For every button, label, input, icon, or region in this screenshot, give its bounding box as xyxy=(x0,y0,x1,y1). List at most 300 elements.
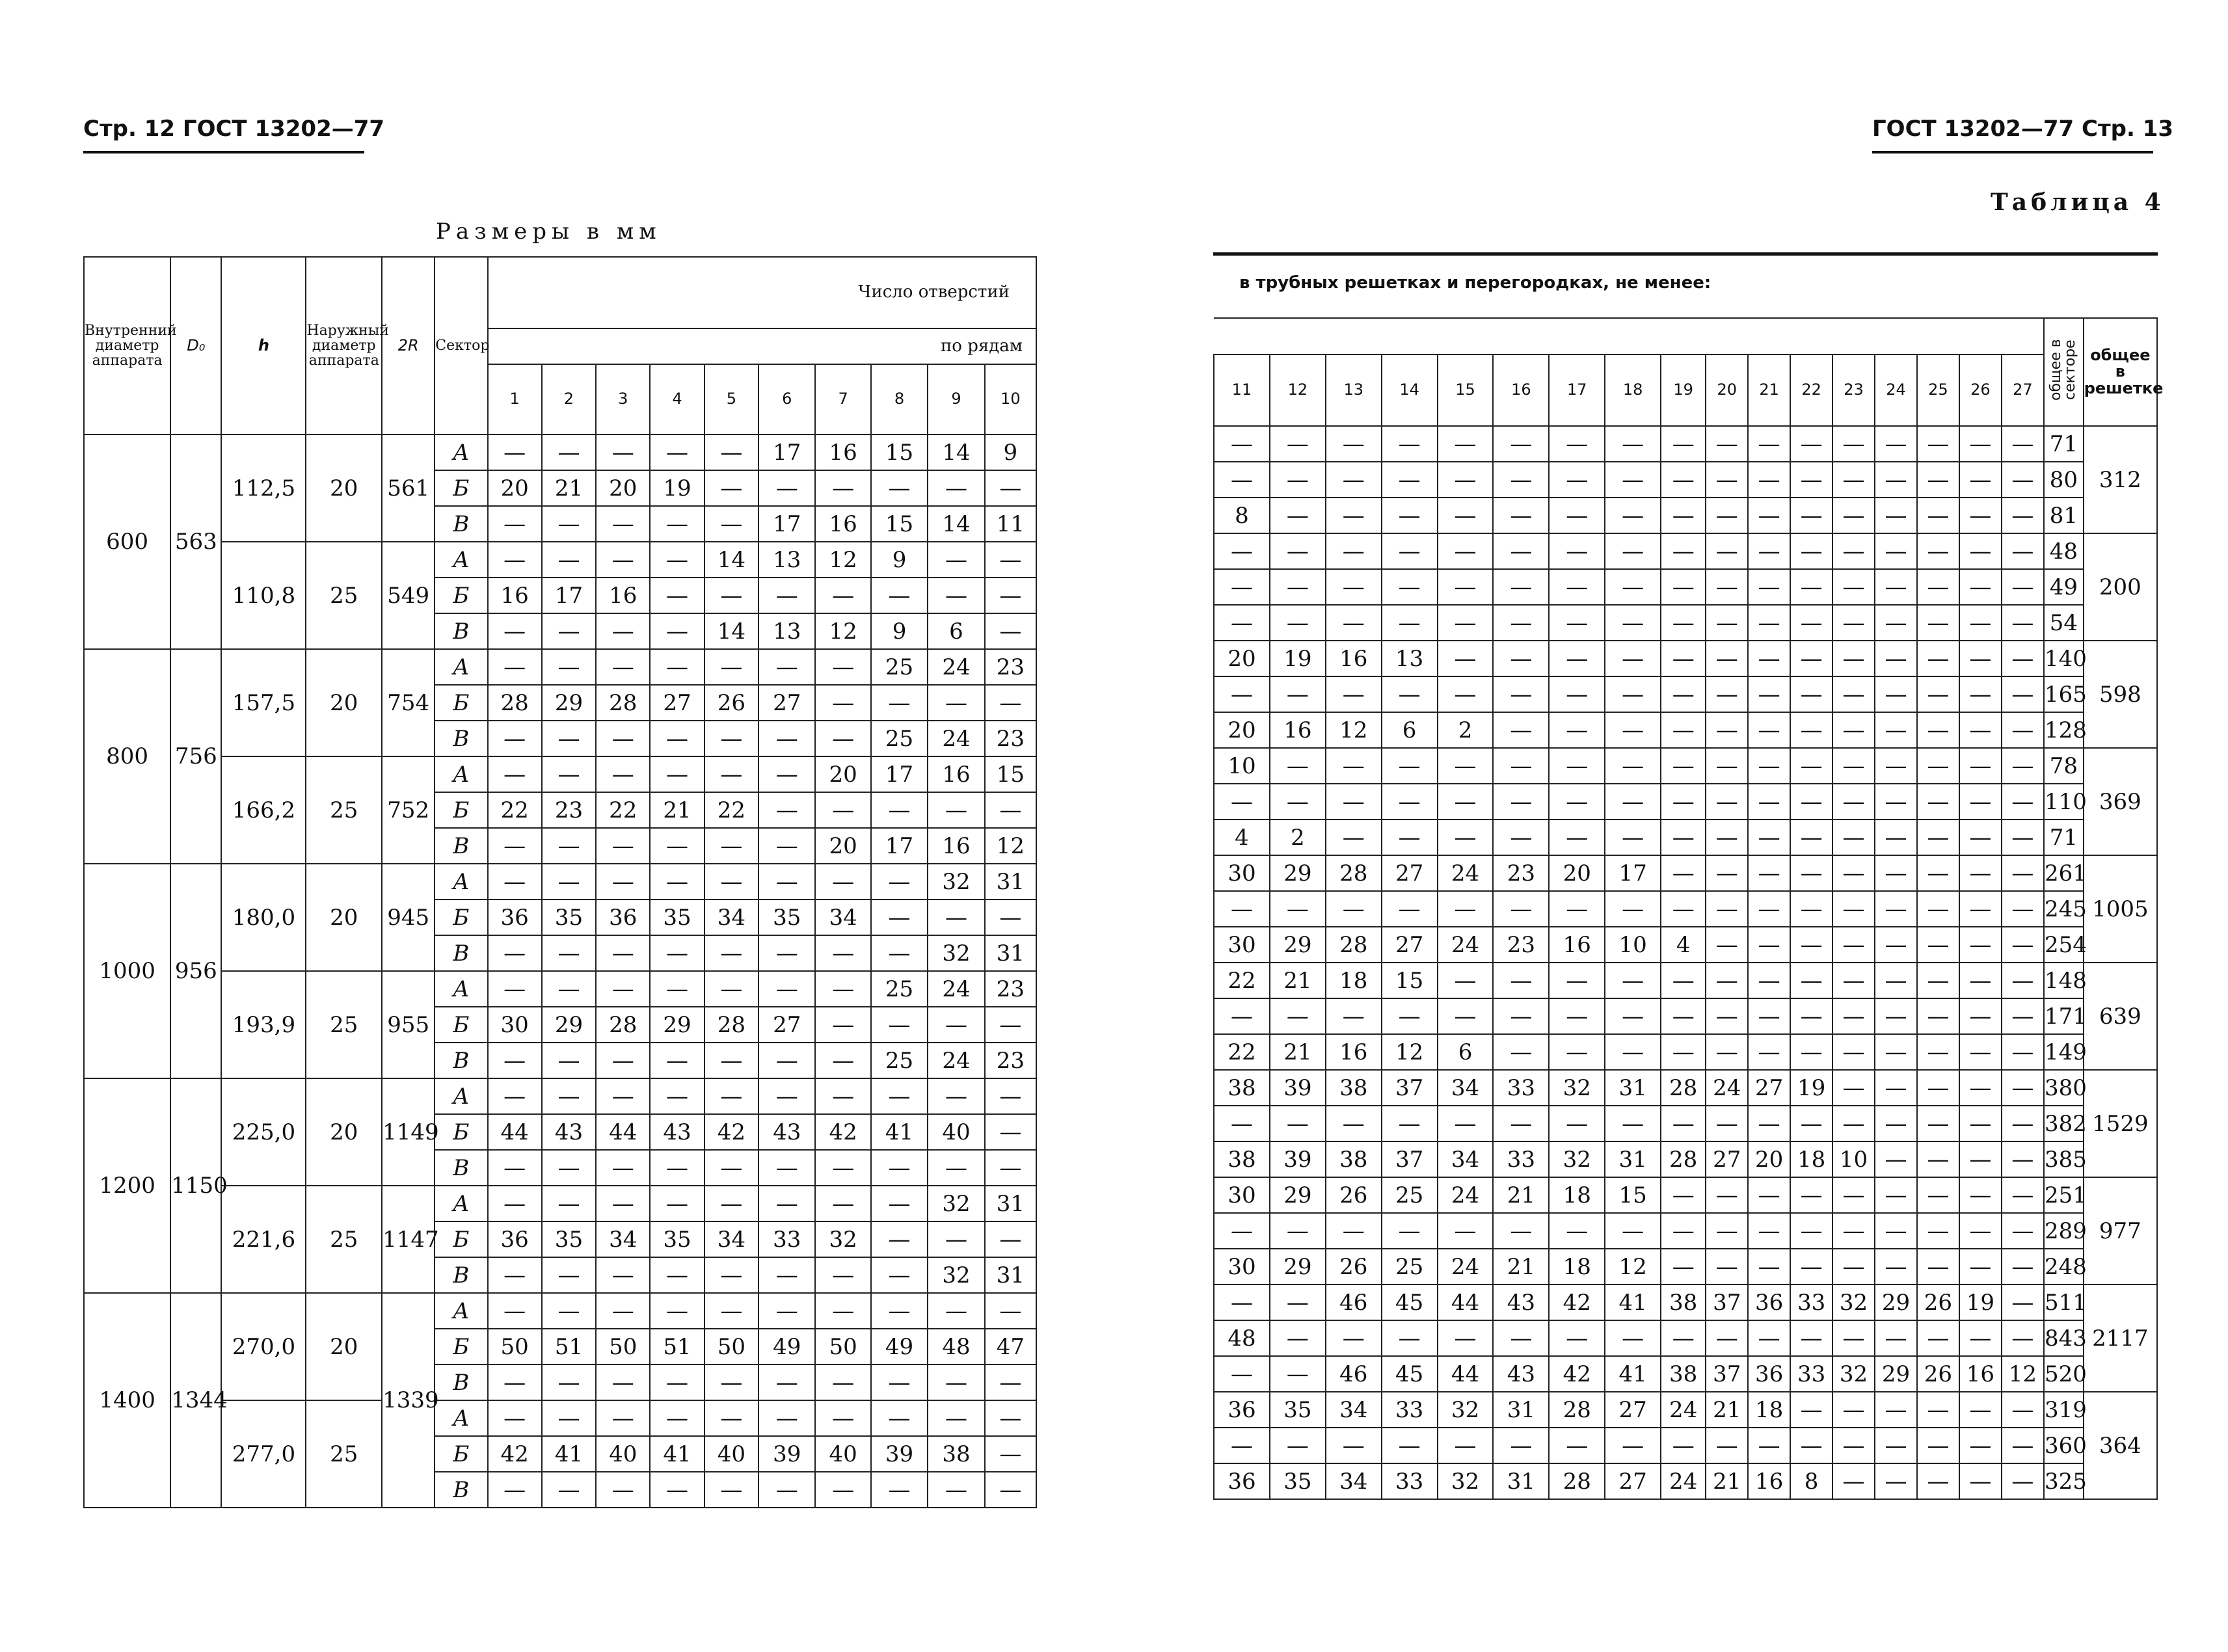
count-cell: 51 xyxy=(542,1329,596,1365)
table-row xyxy=(84,649,1036,685)
count-cell: — xyxy=(1661,1177,1706,1213)
count-cell: — xyxy=(1832,891,1875,927)
count-cell: — xyxy=(1706,1213,1748,1249)
count-cell: — xyxy=(985,1436,1036,1472)
count-cell: — xyxy=(1832,1213,1875,1249)
count-cell: 27 xyxy=(1605,1392,1661,1428)
count-cell: 44 xyxy=(1438,1356,1494,1392)
count-cell: 37 xyxy=(1706,1356,1748,1392)
count-cell: — xyxy=(1790,819,1832,855)
count-cell: 24 xyxy=(928,649,984,685)
count-cell: 6 xyxy=(1382,712,1438,748)
count-cell: 22 xyxy=(488,792,542,828)
count-cell: — xyxy=(1959,998,2002,1034)
count-cell: — xyxy=(596,756,650,792)
sector-total-cell: 254 xyxy=(2044,927,2084,963)
count-cell: — xyxy=(1438,819,1494,855)
count-cell: — xyxy=(542,434,596,470)
count-cell: — xyxy=(1875,855,1917,891)
count-cell: — xyxy=(871,1365,928,1400)
count-cell: — xyxy=(1917,676,1959,712)
count-cell: — xyxy=(1326,533,1382,569)
count-cell: — xyxy=(1438,1106,1494,1141)
count-cell: 38 xyxy=(1214,1070,1270,1106)
count-cell: — xyxy=(1790,1213,1832,1249)
count-cell: — xyxy=(1661,855,1706,891)
sector-cell: Б xyxy=(435,578,487,613)
count-cell: 46 xyxy=(1326,1285,1382,1320)
count-cell: — xyxy=(758,792,815,828)
count-cell: — xyxy=(1438,605,1494,641)
count-cell: — xyxy=(1917,1392,1959,1428)
count-cell: — xyxy=(596,434,650,470)
count-cell: 12 xyxy=(2002,1356,2044,1392)
count-cell: — xyxy=(758,721,815,756)
count-cell: — xyxy=(871,1150,928,1186)
count-cell: — xyxy=(1214,1285,1270,1320)
count-cell: — xyxy=(596,613,650,649)
count-cell: — xyxy=(1790,784,1832,819)
count-cell: — xyxy=(2002,1392,2044,1428)
count-cell: — xyxy=(1493,426,1549,462)
count-cell: — xyxy=(928,1400,984,1436)
count-cell: 16 xyxy=(928,828,984,864)
count-cell: — xyxy=(1875,1463,1917,1499)
count-cell: — xyxy=(1493,819,1549,855)
count-cell: — xyxy=(815,1043,870,1078)
count-cell: 16 xyxy=(1549,927,1605,963)
col-row-12: 12 xyxy=(1270,354,1326,426)
sector-total-cell: 48 xyxy=(2044,533,2084,569)
count-cell: 19 xyxy=(1790,1070,1832,1106)
table-row xyxy=(1214,1320,2157,1356)
count-cell: — xyxy=(2002,891,2044,927)
count-cell: 19 xyxy=(1270,641,1326,676)
count-cell: 28 xyxy=(1661,1141,1706,1177)
count-cell: 30 xyxy=(1214,855,1270,891)
table-row xyxy=(1214,927,2157,963)
count-cell: — xyxy=(1270,1356,1326,1392)
count-cell: — xyxy=(705,578,758,613)
count-cell: — xyxy=(1661,1213,1706,1249)
count-cell: — xyxy=(2002,1320,2044,1356)
count-cell: 15 xyxy=(1382,963,1438,998)
sector-cell: Б xyxy=(435,792,487,828)
count-cell: 36 xyxy=(596,899,650,935)
count-cell: — xyxy=(1917,998,1959,1034)
count-cell: — xyxy=(1790,1177,1832,1213)
count-cell: — xyxy=(488,1400,542,1436)
count-cell: 32 xyxy=(928,1257,984,1293)
count-cell: — xyxy=(815,721,870,756)
count-cell: 27 xyxy=(1605,1463,1661,1499)
count-cell: 24 xyxy=(1438,855,1494,891)
sector-total-cell: 128 xyxy=(2044,712,2084,748)
count-cell: — xyxy=(1917,1106,1959,1141)
count-cell: 26 xyxy=(1326,1177,1382,1213)
count-cell: 11 xyxy=(985,506,1036,542)
count-cell: — xyxy=(985,1114,1036,1150)
h-cell: 270,0 xyxy=(221,1293,306,1400)
table-row xyxy=(84,1078,1036,1114)
count-cell: — xyxy=(815,864,870,899)
count-cell: 24 xyxy=(928,1043,984,1078)
count-cell: — xyxy=(1214,426,1270,462)
count-cell: 16 xyxy=(1326,1034,1382,1070)
count-cell: — xyxy=(1493,1106,1549,1141)
count-cell: — xyxy=(1493,1428,1549,1463)
count-cell: — xyxy=(1438,641,1494,676)
count-cell: — xyxy=(1748,891,1790,927)
count-cell: — xyxy=(1270,569,1326,605)
count-cell: — xyxy=(1959,1070,2002,1106)
count-cell: — xyxy=(871,470,928,506)
count-cell: — xyxy=(1748,998,1790,1034)
count-cell: — xyxy=(1661,533,1706,569)
count-cell: 34 xyxy=(1326,1392,1382,1428)
col-row-7: 7 xyxy=(815,364,870,434)
count-cell: 15 xyxy=(1605,1177,1661,1213)
count-cell: — xyxy=(1706,641,1748,676)
table-row xyxy=(1214,748,2157,784)
count-cell: — xyxy=(1917,927,1959,963)
count-cell: — xyxy=(1270,605,1326,641)
count-cell: 10 xyxy=(1605,927,1661,963)
count-cell: — xyxy=(1270,498,1326,533)
count-cell: — xyxy=(1214,891,1270,927)
count-cell: — xyxy=(1875,748,1917,784)
count-cell: 21 xyxy=(1493,1177,1549,1213)
count-cell: — xyxy=(1959,1034,2002,1070)
count-cell: — xyxy=(1661,1320,1706,1356)
count-cell: — xyxy=(1832,498,1875,533)
count-cell: — xyxy=(705,1472,758,1508)
count-cell: — xyxy=(1382,1320,1438,1356)
count-cell: 24 xyxy=(928,721,984,756)
sector-total-cell: 71 xyxy=(2044,819,2084,855)
count-cell: — xyxy=(1605,533,1661,569)
count-cell: — xyxy=(1959,1177,2002,1213)
count-cell: — xyxy=(1790,998,1832,1034)
count-cell: 20 xyxy=(488,470,542,506)
h-cell: 157,5 xyxy=(221,649,306,756)
count-cell: — xyxy=(985,1007,1036,1043)
count-cell: — xyxy=(705,1293,758,1329)
table-row xyxy=(1214,1249,2157,1285)
count-cell: 21 xyxy=(650,792,704,828)
count-cell: — xyxy=(928,1221,984,1257)
count-cell: — xyxy=(1382,462,1438,498)
count-cell: — xyxy=(705,1043,758,1078)
count-cell: — xyxy=(871,1078,928,1114)
count-cell: — xyxy=(1326,426,1382,462)
col-row-24: 24 xyxy=(1875,354,1917,426)
count-cell: — xyxy=(2002,1285,2044,1320)
count-cell: 20 xyxy=(815,756,870,792)
count-cell: — xyxy=(1748,1213,1790,1249)
count-cell: 4 xyxy=(1661,927,1706,963)
count-cell: — xyxy=(1748,1034,1790,1070)
count-cell: — xyxy=(1661,1249,1706,1285)
count-cell: — xyxy=(1661,426,1706,462)
count-cell: 38 xyxy=(1661,1356,1706,1392)
sector-total-cell: 171 xyxy=(2044,998,2084,1034)
count-cell: — xyxy=(1875,819,1917,855)
count-cell: — xyxy=(815,1150,870,1186)
count-cell: 48 xyxy=(1214,1320,1270,1356)
count-cell: — xyxy=(1706,426,1748,462)
count-cell: — xyxy=(542,649,596,685)
count-cell: 36 xyxy=(1748,1285,1790,1320)
count-cell: — xyxy=(758,756,815,792)
count-cell: 25 xyxy=(871,649,928,685)
table-row xyxy=(1214,533,2157,569)
count-cell: — xyxy=(871,1221,928,1257)
subtitle: в трубных решетках и перегородках, не менее: xyxy=(1239,273,1711,293)
count-cell: 14 xyxy=(928,434,984,470)
count-cell: 16 xyxy=(596,578,650,613)
count-cell: — xyxy=(1326,1106,1382,1141)
count-cell: 24 xyxy=(928,971,984,1007)
count-cell: 30 xyxy=(1214,927,1270,963)
grid-total-cell: 977 xyxy=(2084,1177,2157,1285)
count-cell: — xyxy=(1790,1320,1832,1356)
count-cell: — xyxy=(1493,533,1549,569)
count-cell: — xyxy=(1790,641,1832,676)
count-cell: 18 xyxy=(1549,1177,1605,1213)
table-row xyxy=(1214,605,2157,641)
sector-total-cell: 382 xyxy=(2044,1106,2084,1141)
count-cell: — xyxy=(1382,1106,1438,1141)
col-row-6: 6 xyxy=(758,364,815,434)
col-row-16: 16 xyxy=(1493,354,1549,426)
count-cell: — xyxy=(928,1150,984,1186)
count-cell: — xyxy=(928,542,984,578)
count-cell: — xyxy=(1214,1356,1270,1392)
count-cell: 35 xyxy=(650,1221,704,1257)
r2-cell: 549 xyxy=(382,542,435,649)
count-cell: 33 xyxy=(1382,1392,1438,1428)
count-cell: 12 xyxy=(985,828,1036,864)
sector-total-cell: 380 xyxy=(2044,1070,2084,1106)
count-cell: 35 xyxy=(542,899,596,935)
table-row xyxy=(1214,1106,2157,1141)
grid-total-cell: 2117 xyxy=(2084,1285,2157,1392)
count-cell: — xyxy=(1748,533,1790,569)
count-cell: 19 xyxy=(650,470,704,506)
count-cell: 29 xyxy=(542,685,596,721)
count-cell: — xyxy=(650,1150,704,1186)
count-cell: — xyxy=(1832,1177,1875,1213)
count-cell: — xyxy=(1917,1034,1959,1070)
count-cell: — xyxy=(758,578,815,613)
count-cell: — xyxy=(1382,748,1438,784)
count-cell: 6 xyxy=(928,613,984,649)
units-caption: Размеры в мм xyxy=(436,219,662,245)
count-cell: — xyxy=(1790,1034,1832,1070)
count-cell: — xyxy=(1832,748,1875,784)
table-row xyxy=(84,434,1036,470)
count-cell: 29 xyxy=(1270,1177,1326,1213)
count-cell: — xyxy=(650,1400,704,1436)
count-cell: 39 xyxy=(758,1436,815,1472)
count-cell: — xyxy=(1605,1428,1661,1463)
count-cell: 29 xyxy=(650,1007,704,1043)
count-cell: — xyxy=(1875,712,1917,748)
count-cell: — xyxy=(542,864,596,899)
count-cell: — xyxy=(1959,676,2002,712)
count-cell: — xyxy=(871,935,928,971)
count-cell: 34 xyxy=(1438,1070,1494,1106)
sector-cell: Б xyxy=(435,1436,487,1472)
count-cell: — xyxy=(542,1472,596,1508)
count-cell: — xyxy=(985,685,1036,721)
count-cell: — xyxy=(1790,1428,1832,1463)
count-cell: 16 xyxy=(815,434,870,470)
table-row xyxy=(84,756,1036,792)
count-cell: — xyxy=(2002,819,2044,855)
count-cell: 21 xyxy=(1270,1034,1326,1070)
count-cell: 28 xyxy=(1326,927,1382,963)
count-cell: 15 xyxy=(985,756,1036,792)
count-cell: 2 xyxy=(1438,712,1494,748)
count-cell: 27 xyxy=(1382,927,1438,963)
col-grid-total: общее в решетке xyxy=(2084,318,2157,426)
count-cell: 42 xyxy=(1549,1356,1605,1392)
count-cell: — xyxy=(1661,498,1706,533)
count-cell: — xyxy=(1917,1249,1959,1285)
count-cell: — xyxy=(871,899,928,935)
count-cell: — xyxy=(1493,676,1549,712)
col-row-5: 5 xyxy=(705,364,758,434)
count-cell: — xyxy=(488,649,542,685)
count-cell: — xyxy=(1917,641,1959,676)
count-cell: — xyxy=(1832,1034,1875,1070)
count-cell: — xyxy=(1661,1428,1706,1463)
count-cell: — xyxy=(1917,569,1959,605)
count-cell: — xyxy=(1959,712,2002,748)
count-cell: — xyxy=(542,1150,596,1186)
count-cell: — xyxy=(705,935,758,971)
count-cell: — xyxy=(2002,998,2044,1034)
count-cell: — xyxy=(1706,533,1748,569)
sector-cell: Б xyxy=(435,1221,487,1257)
sector-cell: А xyxy=(435,649,487,685)
count-cell: — xyxy=(705,649,758,685)
d0-cell: 563 xyxy=(170,434,221,649)
count-cell: 31 xyxy=(985,1257,1036,1293)
col-row-15: 15 xyxy=(1438,354,1494,426)
count-cell: — xyxy=(1959,927,2002,963)
sector-cell: А xyxy=(435,1400,487,1436)
count-cell: — xyxy=(1382,605,1438,641)
count-cell: 24 xyxy=(1438,1249,1494,1285)
count-cell: — xyxy=(1748,1320,1790,1356)
count-cell: 12 xyxy=(1382,1034,1438,1070)
count-cell: — xyxy=(1214,1428,1270,1463)
count-cell: — xyxy=(1326,1428,1382,1463)
count-cell: — xyxy=(1748,927,1790,963)
col-row-22: 22 xyxy=(1790,354,1832,426)
count-cell: — xyxy=(1748,963,1790,998)
table-row xyxy=(1214,1213,2157,1249)
sector-total-cell: 520 xyxy=(2044,1356,2084,1392)
count-cell: — xyxy=(815,1186,870,1221)
count-cell: — xyxy=(1438,676,1494,712)
count-cell: — xyxy=(1748,462,1790,498)
count-cell: — xyxy=(1382,891,1438,927)
count-cell: — xyxy=(1214,533,1270,569)
count-cell: — xyxy=(1917,963,1959,998)
count-cell: 34 xyxy=(705,899,758,935)
grid-total-cell: 200 xyxy=(2084,533,2157,641)
count-cell: 23 xyxy=(542,792,596,828)
r2-cell: 561 xyxy=(382,434,435,542)
count-cell: 14 xyxy=(705,613,758,649)
count-cell: — xyxy=(1326,462,1382,498)
count-cell: — xyxy=(1326,498,1382,533)
count-cell: — xyxy=(1438,426,1494,462)
count-cell: 31 xyxy=(985,1186,1036,1221)
count-cell: 20 xyxy=(1748,1141,1790,1177)
count-cell: — xyxy=(650,542,704,578)
count-cell: — xyxy=(596,1293,650,1329)
count-cell: — xyxy=(488,1472,542,1508)
count-cell: — xyxy=(1605,963,1661,998)
count-cell: — xyxy=(1917,1463,1959,1499)
table-row xyxy=(1214,498,2157,533)
count-cell: — xyxy=(1549,963,1605,998)
count-cell: — xyxy=(1832,1320,1875,1356)
sector-cell: А xyxy=(435,1078,487,1114)
count-cell: 33 xyxy=(1493,1141,1549,1177)
count-cell: — xyxy=(1214,784,1270,819)
count-cell: 21 xyxy=(1270,963,1326,998)
table-row xyxy=(1214,676,2157,712)
count-cell: — xyxy=(1917,462,1959,498)
count-cell: — xyxy=(1382,1428,1438,1463)
count-cell: — xyxy=(985,1078,1036,1114)
count-cell: — xyxy=(1790,498,1832,533)
count-cell: — xyxy=(542,721,596,756)
count-cell: — xyxy=(1832,533,1875,569)
count-cell: — xyxy=(1493,1213,1549,1249)
count-cell: — xyxy=(650,971,704,1007)
count-cell: 30 xyxy=(1214,1249,1270,1285)
count-cell: 17 xyxy=(871,756,928,792)
table-row xyxy=(1214,1356,2157,1392)
count-cell: — xyxy=(2002,748,2044,784)
count-cell: — xyxy=(1549,784,1605,819)
count-cell: — xyxy=(1959,1106,2002,1141)
count-cell: 28 xyxy=(1549,1463,1605,1499)
count-cell: — xyxy=(1917,1428,1959,1463)
count-cell: 17 xyxy=(1605,855,1661,891)
count-cell: 25 xyxy=(871,971,928,1007)
count-cell: — xyxy=(1959,748,2002,784)
count-cell: — xyxy=(1748,641,1790,676)
count-cell: — xyxy=(1959,605,2002,641)
count-cell: — xyxy=(1706,819,1748,855)
count-cell: — xyxy=(542,1186,596,1221)
count-cell: — xyxy=(1748,748,1790,784)
h-cell: 193,9 xyxy=(221,971,306,1078)
count-cell: — xyxy=(1706,1106,1748,1141)
count-cell: 27 xyxy=(650,685,704,721)
count-cell: — xyxy=(1706,1320,1748,1356)
count-cell: 41 xyxy=(871,1114,928,1150)
count-cell: — xyxy=(758,1472,815,1508)
